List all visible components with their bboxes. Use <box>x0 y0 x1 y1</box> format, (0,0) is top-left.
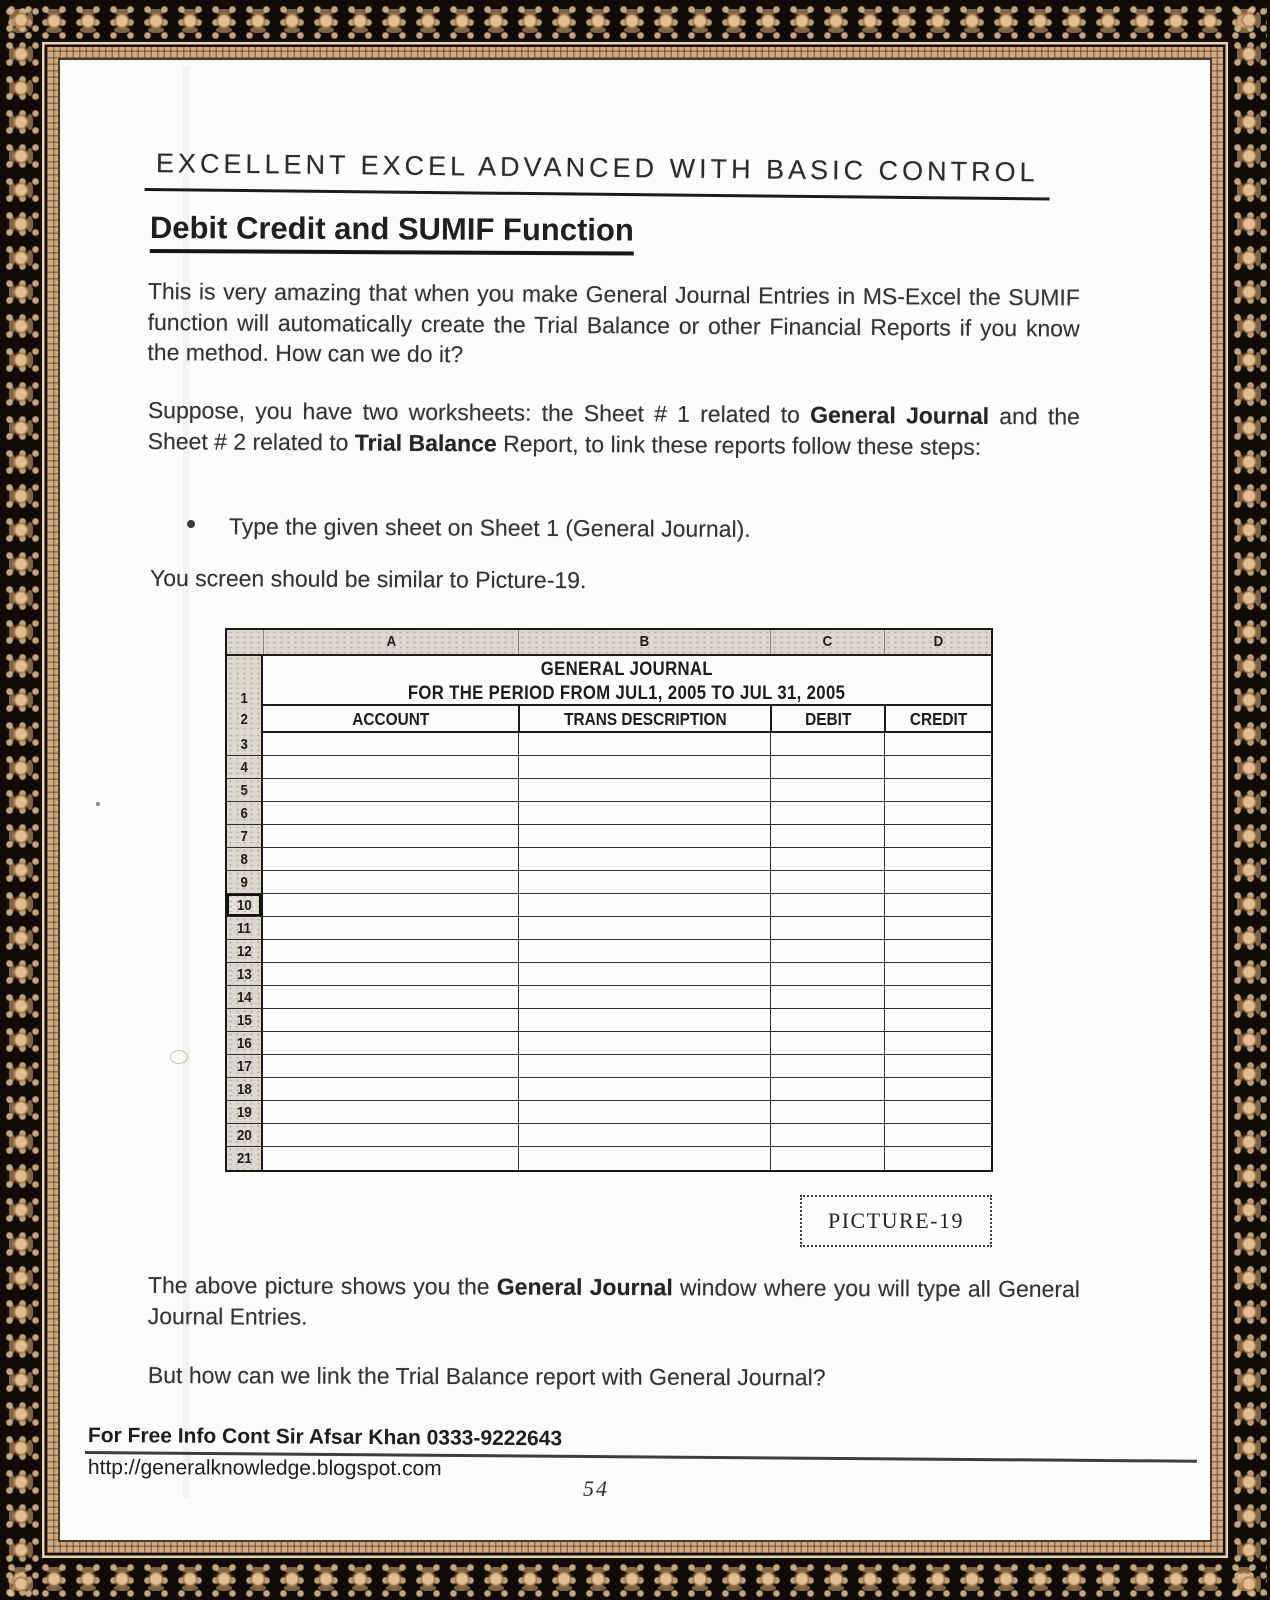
empty-cell <box>884 986 991 1009</box>
empty-cell <box>770 733 884 756</box>
empty-cell <box>770 1009 884 1032</box>
empty-cell <box>770 1101 884 1124</box>
sheet-row <box>227 779 991 802</box>
column-header-c: C <box>770 630 884 654</box>
sheet-row <box>227 1101 991 1124</box>
empty-cell <box>770 1032 884 1055</box>
empty-cell <box>263 779 518 802</box>
empty-cell <box>884 963 991 986</box>
empty-cell <box>884 756 991 779</box>
empty-cell <box>263 894 518 917</box>
empty-cell <box>770 986 884 1009</box>
sheet-row <box>227 1032 991 1055</box>
empty-cell <box>884 1032 991 1055</box>
sheet-row <box>227 1009 991 1032</box>
empty-cell <box>518 825 770 848</box>
row-number: 5 <box>227 779 263 802</box>
page-title: Debit Credit and SUMIF Function <box>150 210 634 256</box>
page-number: 54 <box>583 1476 609 1501</box>
empty-cell <box>263 1055 518 1078</box>
row-number: 17 <box>227 1055 263 1078</box>
empty-cell <box>884 1009 991 1032</box>
empty-cell <box>263 963 518 986</box>
empty-cell <box>770 871 884 894</box>
empty-cell <box>518 1078 770 1101</box>
empty-cell <box>518 802 770 825</box>
row-number: 11 <box>227 917 263 940</box>
empty-cell <box>770 894 884 917</box>
empty-cell <box>518 1147 770 1170</box>
screen-note: You screen should be similar to Picture-19. <box>149 564 587 594</box>
row-number: 8 <box>227 848 263 871</box>
row-number: 9 <box>227 871 263 894</box>
empty-cell <box>884 733 991 756</box>
column-header-b: B <box>518 630 770 654</box>
column-header-a: A <box>263 630 518 654</box>
sheet-row <box>227 986 991 1009</box>
suppose-paragraph <box>148 395 1080 463</box>
sheet-row <box>227 802 991 825</box>
row-number: 1 <box>227 656 263 706</box>
empty-cell <box>518 963 770 986</box>
row-number: 21 <box>227 1147 263 1170</box>
empty-cell <box>770 963 884 986</box>
sheet-row <box>227 871 991 894</box>
empty-cell <box>263 986 518 1009</box>
scan-artifact <box>170 1050 188 1064</box>
sheet-row <box>227 963 991 986</box>
empty-cell <box>884 802 991 825</box>
text-run: Suppose, you have two worksheets: the Sheet # 1 related to <box>147 396 811 428</box>
empty-cell <box>518 848 770 871</box>
column-header-strip <box>227 630 991 656</box>
row-number: 4 <box>227 756 263 779</box>
empty-cell <box>884 825 991 848</box>
footer-contact: For Free Info Cont Sir Afsar Khan 0333-9222643 <box>87 1424 563 1451</box>
empty-cell <box>884 894 991 917</box>
empty-cell <box>770 756 884 779</box>
frame-ornament-bottom <box>3 1561 1267 1597</box>
header-credit: CREDIT <box>884 706 991 733</box>
sheet-row <box>227 940 991 963</box>
sheet-row <box>227 917 991 940</box>
sheet-title-row <box>227 656 991 706</box>
empty-cell <box>518 1032 770 1055</box>
bullet-text: Type the given sheet on Sheet 1 (General Journal). <box>228 513 751 542</box>
frame-ornament-top <box>3 3 1267 39</box>
bold-trial-balance: Trial Balance <box>354 428 497 456</box>
empty-cell <box>263 917 518 940</box>
row-number: 6 <box>227 802 263 825</box>
frame-ornament-right <box>1231 3 1267 1597</box>
page-header-banner: EXCELLENT EXCEL ADVANCED WITH BASIC CONTROL <box>145 148 1050 200</box>
empty-cell <box>518 733 770 756</box>
empty-cell <box>518 986 770 1009</box>
page-body <box>58 58 1212 1542</box>
empty-cell <box>884 1124 991 1147</box>
empty-cell <box>884 1055 991 1078</box>
empty-cell <box>518 1124 770 1147</box>
bold-general-journal: General Journal <box>496 1273 673 1301</box>
text-run: The above picture shows you the <box>147 1272 497 1300</box>
picture-caption: PICTURE-19 <box>800 1195 992 1247</box>
spreadsheet-figure <box>225 628 993 1172</box>
empty-cell <box>263 1124 518 1147</box>
journal-title-line1: GENERAL JOURNAL <box>540 659 714 680</box>
empty-cell <box>518 1055 770 1078</box>
empty-cell <box>884 940 991 963</box>
empty-cell <box>770 1078 884 1101</box>
sheet-row <box>227 848 991 871</box>
empty-cell <box>770 940 884 963</box>
sheet-row <box>227 1055 991 1078</box>
empty-cell <box>884 917 991 940</box>
journal-title-cell <box>263 656 991 706</box>
sheet-row <box>227 1078 991 1101</box>
empty-cell <box>518 1009 770 1032</box>
row-number: 10 <box>227 894 263 917</box>
text-run: window where you will type all General Journal Entries. <box>147 1274 1080 1330</box>
empty-cell <box>263 1147 518 1170</box>
sheet-row <box>227 1124 991 1147</box>
bullet-item <box>187 513 947 544</box>
empty-cell <box>263 1078 518 1101</box>
empty-cell <box>518 779 770 802</box>
empty-cell <box>518 940 770 963</box>
row-number: 18 <box>227 1078 263 1101</box>
empty-cell <box>263 1101 518 1124</box>
empty-cell <box>263 871 518 894</box>
frame-ornament-left <box>3 3 39 1597</box>
bullet-dot <box>187 520 195 528</box>
text-run: Report, to link these reports follow these steps: <box>496 429 982 460</box>
empty-cell <box>518 756 770 779</box>
empty-cell <box>770 825 884 848</box>
row-number: 3 <box>227 733 263 756</box>
column-header-d: D <box>884 630 991 654</box>
empty-cell <box>884 871 991 894</box>
row-number: 15 <box>227 1009 263 1032</box>
text-run: and the Sheet # 2 related to <box>147 402 1080 455</box>
row-number: 16 <box>227 1032 263 1055</box>
empty-cell <box>884 1147 991 1170</box>
sheet-row <box>227 825 991 848</box>
header-account: ACCOUNT <box>263 706 518 733</box>
row-number: 14 <box>227 986 263 1009</box>
empty-cell <box>263 733 518 756</box>
above-picture-paragraph <box>148 1270 1080 1335</box>
row-number: 20 <box>227 1124 263 1147</box>
corner-cell <box>227 630 263 654</box>
sheet-header-row <box>227 706 991 733</box>
empty-cell <box>770 1124 884 1147</box>
header-debit: DEBIT <box>770 706 884 733</box>
empty-cell <box>770 848 884 871</box>
empty-cell <box>884 779 991 802</box>
sheet-row <box>227 733 991 756</box>
empty-cell <box>263 940 518 963</box>
empty-cell <box>884 1078 991 1101</box>
footer-url: http://generalknowledge.blogspot.com <box>87 1456 442 1481</box>
empty-cell <box>518 917 770 940</box>
empty-cell <box>884 1101 991 1124</box>
empty-cell <box>263 1009 518 1032</box>
header-trans-description: TRANS DESCRIPTION <box>518 706 770 733</box>
empty-cell <box>263 756 518 779</box>
empty-cell <box>770 779 884 802</box>
journal-title-line2: FOR THE PERIOD FROM JUL1, 2005 TO JUL 31, 2005 <box>408 683 846 704</box>
row-number: 19 <box>227 1101 263 1124</box>
row-number: 7 <box>227 825 263 848</box>
intro-paragraph: This is very amazing that when you make General Journal Entries in MS-Excel the SUMIF function will automatically create the Trial Balance or other Financial Reports if you know the method. How can we do it? <box>147 277 1080 368</box>
empty-cell <box>884 848 991 871</box>
sheet-row <box>227 756 991 779</box>
scan-artifact <box>96 802 100 806</box>
sheet-row <box>227 894 991 917</box>
empty-cell <box>770 1147 884 1170</box>
empty-cell <box>770 917 884 940</box>
empty-cell <box>518 1101 770 1124</box>
sheet-empty-rows <box>227 733 991 1170</box>
empty-cell <box>518 871 770 894</box>
row-number: 12 <box>227 940 263 963</box>
empty-cell <box>263 802 518 825</box>
empty-cell <box>770 802 884 825</box>
empty-cell <box>263 825 518 848</box>
empty-cell <box>263 1032 518 1055</box>
question-paragraph: But how can we link the Trial Balance report with General Journal? <box>147 1362 826 1391</box>
empty-cell <box>263 848 518 871</box>
row-number: 13 <box>227 963 263 986</box>
row-number: 2 <box>227 706 263 733</box>
empty-cell <box>770 1055 884 1078</box>
sheet-row <box>227 1147 991 1170</box>
bold-general-journal: General Journal <box>810 401 990 429</box>
empty-cell <box>518 894 770 917</box>
